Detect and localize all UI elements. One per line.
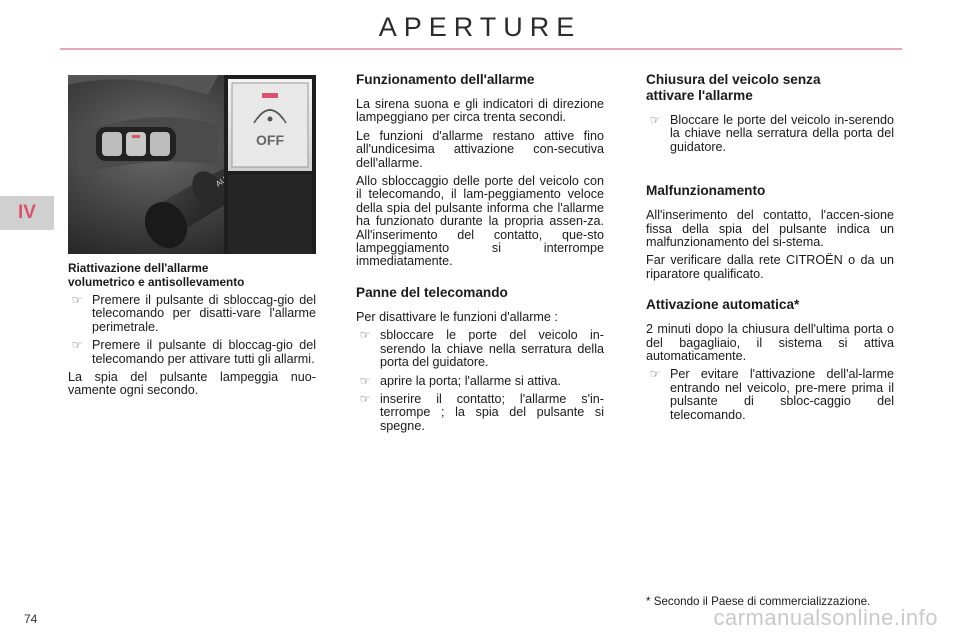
pointing-hand-icon: ☞ <box>649 367 661 382</box>
page-number: 74 <box>24 612 38 626</box>
middle-column <box>356 72 604 438</box>
chapter-tab: IV <box>0 196 54 230</box>
pointing-hand-icon: ☞ <box>359 328 371 343</box>
paragraph: Le funzioni d'allarme restano attive fino all'undicesima attivazione con-secutiva dell'allarme. <box>356 128 604 170</box>
right-column <box>646 72 894 427</box>
pointing-hand-icon: ☞ <box>649 113 661 127</box>
alarm-button-photo <box>68 75 316 254</box>
paragraph: La sirena suona e gli indicatori di direzione lampeggiano per circa trenta secondi. <box>356 97 604 125</box>
paragraph: 2 minuti dopo la chiusura dell'ultima porta o del bagagliaio, il sistema si attiva automaticamente. <box>646 322 894 364</box>
section-title-malfunction: Malfunzionamento <box>646 183 766 199</box>
bullet-item: ☞ aprire la porta; l'allarme si attiva. <box>359 373 561 388</box>
paragraph: Far verificare dalla rete CITROËN o da un riparatore qualificato. <box>646 253 894 281</box>
paragraph: Per disattivare le funzioni d'allarme : <box>356 309 558 324</box>
paragraph: All'inserimento del contatto, l'accen-sione fissa della spia del pulsante indica un malfunzionamento del si-stema. <box>646 208 894 250</box>
pointing-hand-icon: ☞ <box>359 391 371 406</box>
bullet-item: ☞ Premere il pulsante di sbloccag-gio del telecomando per disatti-vare l'allarme perimetrale. <box>71 293 316 334</box>
paragraph: Allo sbloccaggio delle porte del veicolo con il telecomando, il lam-peggiamento veloce della spia del pulsante informa che l'allarme ha funzionato durante la propria assen-za. All'inserimento del contatto, que-sto lampeggiamento si interrompe immediatamente. <box>356 174 604 269</box>
off-label: OFF <box>256 132 284 148</box>
paragraph: La spia del pulsante lampeggia nuo-vamente ogni secondo. <box>68 370 316 398</box>
pointing-hand-icon: ☞ <box>71 293 83 307</box>
bullet-item: ☞ Per evitare l'attivazione dell'al-larme entrando nel veicolo, pre-mere prima il pulsante di sbloc-caggio del telecomando. <box>649 367 894 422</box>
section-title-alarm-operation: Funzionamento dell'allarme <box>356 72 535 87</box>
section-title-automatic-activation: Attivazione automatica* <box>646 297 800 313</box>
reactivation-heading: Riattivazione dell'allarme volumetrico e antisollevamento <box>68 261 245 289</box>
title-rule <box>60 48 902 50</box>
section-title-lock-without-alarm: Chiusura del veicolo senza attivare l'allarme <box>646 72 821 103</box>
section-title-remote-failure: Panne del telecomando <box>356 284 508 300</box>
left-column <box>68 262 316 403</box>
page-title: APERTURE <box>378 12 582 42</box>
pointing-hand-icon: ☞ <box>71 338 83 353</box>
pointing-hand-icon: ☞ <box>359 373 371 388</box>
bullet-item: ☞ Bloccare le porte del veicolo in-serendo la chiave nella serratura della porta del guidatore. <box>649 113 894 154</box>
bullet-item: ☞ inserire il contatto; l'allarme s'in-terrompe ; la spia del pulsante si spegne. <box>359 391 604 433</box>
footnote: * Secondo il Paese di commercializzazione. <box>646 595 871 608</box>
bullet-item: ☞ Premere il pulsante di bloccag-gio del telecomando per attivare tutti gli allarmi. <box>71 338 316 366</box>
watermark: carmanualsonline.info <box>713 605 938 630</box>
bullet-item: ☞ sbloccare le porte del veicolo in-serendo la chiave nella serratura della porta del guidatore. <box>359 328 604 370</box>
